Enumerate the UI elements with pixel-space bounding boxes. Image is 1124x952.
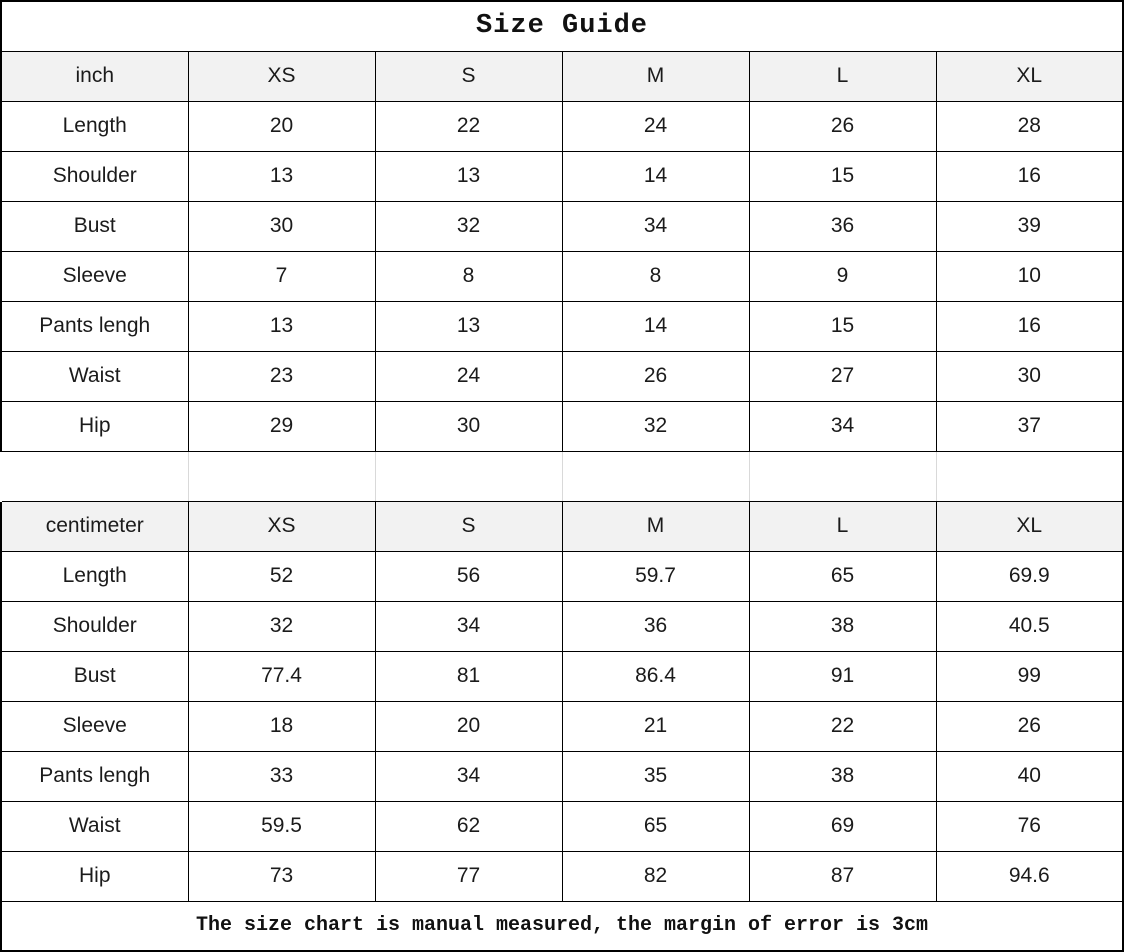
measurement-value-cell: 14 [562, 151, 749, 201]
measurement-label-cell: Hip [1, 851, 188, 901]
measurement-row [1, 201, 1123, 251]
measurement-row [1, 851, 1123, 901]
measurement-value-cell: 13 [188, 301, 375, 351]
measurement-value-cell: 22 [375, 101, 562, 151]
size-header-row-centimeter [1, 501, 1123, 551]
measurement-value-cell: 59.5 [188, 801, 375, 851]
measurement-value-cell: 52 [188, 551, 375, 601]
size-header-cell: XS [188, 51, 375, 101]
measurement-value-cell: 30 [188, 201, 375, 251]
measurement-value-cell: 40.5 [936, 601, 1123, 651]
spacer-cell [936, 451, 1123, 501]
measurement-value-cell: 8 [375, 251, 562, 301]
spacer-cell [375, 451, 562, 501]
measurement-row [1, 101, 1123, 151]
measurement-value-cell: 9 [749, 251, 936, 301]
measurement-value-cell: 94.6 [936, 851, 1123, 901]
size-header-cell: M [562, 501, 749, 551]
measurement-value-cell: 30 [375, 401, 562, 451]
measurement-value-cell: 29 [188, 401, 375, 451]
measurement-row [1, 401, 1123, 451]
measurement-value-cell: 77.4 [188, 651, 375, 701]
measurement-value-cell: 26 [749, 101, 936, 151]
measurement-value-cell: 20 [188, 101, 375, 151]
measurement-value-cell: 8 [562, 251, 749, 301]
measurement-value-cell: 18 [188, 701, 375, 751]
measurement-value-cell: 35 [562, 751, 749, 801]
measurement-label-cell: Hip [1, 401, 188, 451]
measurement-value-cell: 13 [188, 151, 375, 201]
measurement-value-cell: 40 [936, 751, 1123, 801]
measurement-row [1, 351, 1123, 401]
size-header-cell: XS [188, 501, 375, 551]
measurement-label-cell: Length [1, 551, 188, 601]
measurement-value-cell: 38 [749, 601, 936, 651]
measurement-row [1, 151, 1123, 201]
measurement-row [1, 751, 1123, 801]
measurement-value-cell: 34 [562, 201, 749, 251]
measurement-value-cell: 76 [936, 801, 1123, 851]
footer-note: The size chart is manual measured, the margin of error is 3cm [1, 901, 1123, 951]
measurement-value-cell: 38 [749, 751, 936, 801]
measurement-value-cell: 34 [375, 751, 562, 801]
measurement-value-cell: 56 [375, 551, 562, 601]
measurement-value-cell: 86.4 [562, 651, 749, 701]
measurement-value-cell: 16 [936, 151, 1123, 201]
measurement-value-cell: 26 [562, 351, 749, 401]
measurement-value-cell: 34 [749, 401, 936, 451]
size-header-cell: S [375, 51, 562, 101]
title-row [1, 1, 1123, 51]
size-header-row-inch [1, 51, 1123, 101]
size-header-cell: S [375, 501, 562, 551]
measurement-row [1, 801, 1123, 851]
measurement-value-cell: 32 [562, 401, 749, 451]
unit-label-cell: inch [1, 51, 188, 101]
measurement-value-cell: 13 [375, 301, 562, 351]
measurement-value-cell: 99 [936, 651, 1123, 701]
measurement-value-cell: 39 [936, 201, 1123, 251]
measurement-label-cell: Length [1, 101, 188, 151]
measurement-value-cell: 20 [375, 701, 562, 751]
measurement-value-cell: 62 [375, 801, 562, 851]
size-header-cell: L [749, 501, 936, 551]
measurement-value-cell: 73 [188, 851, 375, 901]
measurement-label-cell: Pants lengh [1, 751, 188, 801]
measurement-value-cell: 77 [375, 851, 562, 901]
measurement-row [1, 251, 1123, 301]
size-header-cell: XL [936, 501, 1123, 551]
measurement-value-cell: 37 [936, 401, 1123, 451]
measurement-value-cell: 10 [936, 251, 1123, 301]
measurement-label-cell: Shoulder [1, 601, 188, 651]
measurement-value-cell: 21 [562, 701, 749, 751]
measurement-value-cell: 59.7 [562, 551, 749, 601]
measurement-value-cell: 14 [562, 301, 749, 351]
measurement-value-cell: 36 [749, 201, 936, 251]
measurement-value-cell: 65 [562, 801, 749, 851]
measurement-value-cell: 24 [562, 101, 749, 151]
page-title: Size Guide [1, 1, 1123, 51]
spacer-cell [1, 451, 188, 501]
measurement-label-cell: Waist [1, 801, 188, 851]
measurement-value-cell: 81 [375, 651, 562, 701]
measurement-label-cell: Waist [1, 351, 188, 401]
measurement-value-cell: 33 [188, 751, 375, 801]
measurement-value-cell: 91 [749, 651, 936, 701]
measurement-label-cell: Bust [1, 201, 188, 251]
measurement-value-cell: 36 [562, 601, 749, 651]
measurement-row [1, 551, 1123, 601]
measurement-value-cell: 87 [749, 851, 936, 901]
measurement-value-cell: 27 [749, 351, 936, 401]
size-header-cell: XL [936, 51, 1123, 101]
measurement-value-cell: 32 [375, 201, 562, 251]
measurement-value-cell: 15 [749, 151, 936, 201]
measurement-value-cell: 28 [936, 101, 1123, 151]
measurement-row [1, 651, 1123, 701]
measurement-value-cell: 32 [188, 601, 375, 651]
measurement-value-cell: 15 [749, 301, 936, 351]
measurement-value-cell: 82 [562, 851, 749, 901]
measurement-label-cell: Sleeve [1, 701, 188, 751]
measurement-value-cell: 23 [188, 351, 375, 401]
unit-label-cell: centimeter [1, 501, 188, 551]
measurement-value-cell: 7 [188, 251, 375, 301]
measurement-value-cell: 34 [375, 601, 562, 651]
measurement-value-cell: 16 [936, 301, 1123, 351]
measurement-value-cell: 69.9 [936, 551, 1123, 601]
measurement-value-cell: 65 [749, 551, 936, 601]
spacer-cell [188, 451, 375, 501]
measurement-value-cell: 30 [936, 351, 1123, 401]
spacer-cell [562, 451, 749, 501]
measurement-value-cell: 69 [749, 801, 936, 851]
measurement-value-cell: 24 [375, 351, 562, 401]
spacer-cell [749, 451, 936, 501]
measurement-row [1, 601, 1123, 651]
measurement-label-cell: Shoulder [1, 151, 188, 201]
measurement-value-cell: 13 [375, 151, 562, 201]
measurement-label-cell: Bust [1, 651, 188, 701]
measurement-value-cell: 22 [749, 701, 936, 751]
section-spacer-row [1, 451, 1123, 501]
footer-row [1, 901, 1123, 951]
size-header-cell: L [749, 51, 936, 101]
measurement-row [1, 701, 1123, 751]
measurement-label-cell: Pants lengh [1, 301, 188, 351]
size-header-cell: M [562, 51, 749, 101]
measurement-value-cell: 26 [936, 701, 1123, 751]
measurement-label-cell: Sleeve [1, 251, 188, 301]
measurement-row [1, 301, 1123, 351]
